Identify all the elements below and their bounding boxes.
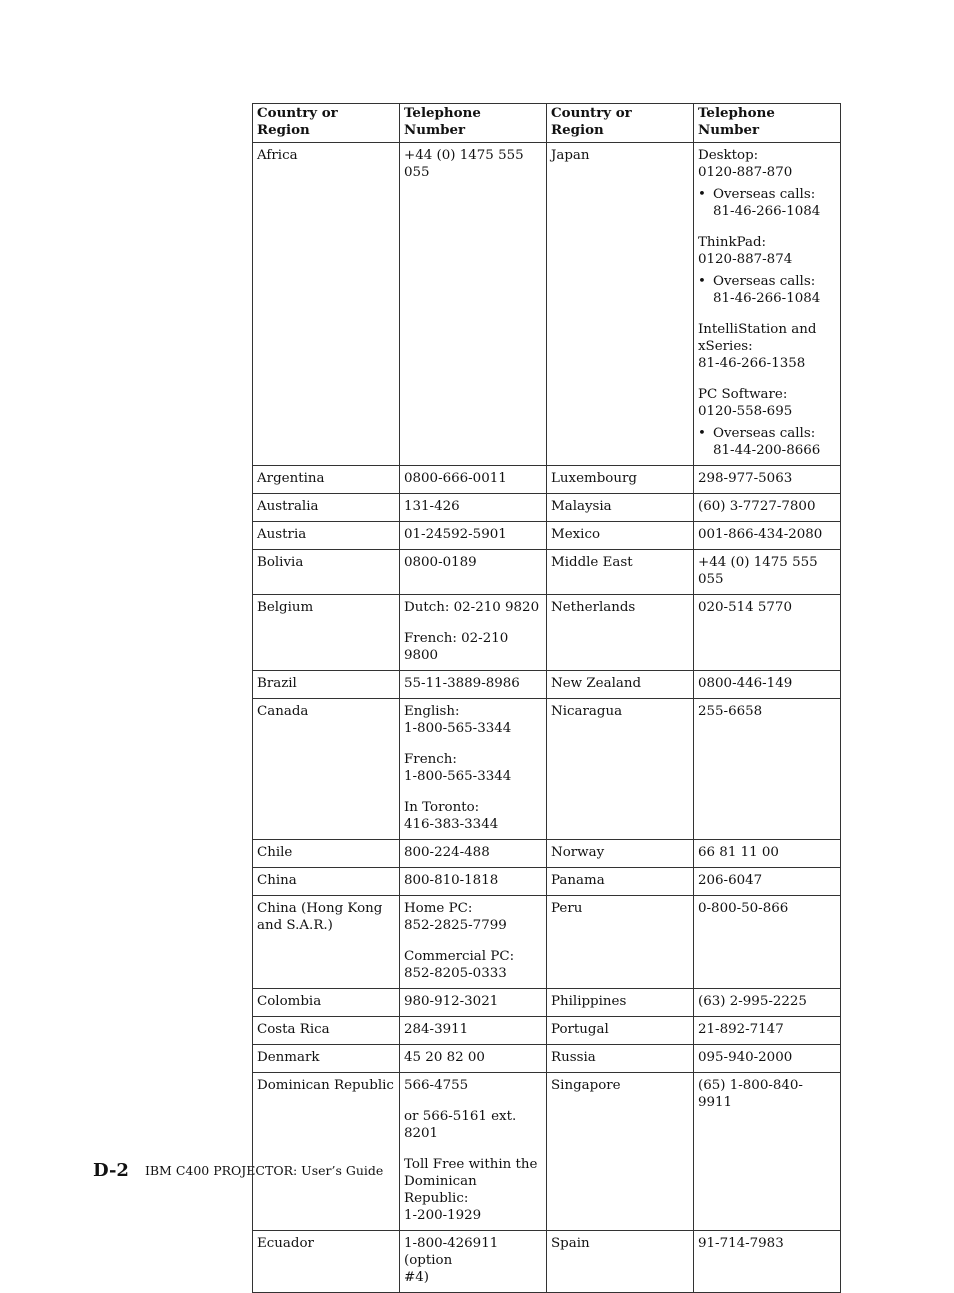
phone-line: IntelliStation and bbox=[698, 322, 817, 337]
phone-entry bbox=[404, 900, 542, 934]
country-cell: Netherlands bbox=[547, 595, 694, 671]
phone-line: +44 (0) 1475 555 055 bbox=[404, 148, 524, 180]
bullet-line: • Overseas calls: bbox=[713, 187, 816, 202]
country-cell: Singapore bbox=[547, 1073, 694, 1231]
table-row bbox=[253, 989, 841, 1017]
phone-line: Toll Free within the bbox=[404, 1157, 538, 1172]
table-row bbox=[253, 1073, 841, 1231]
phone-cell bbox=[400, 989, 547, 1017]
country-cell: Panama bbox=[547, 868, 694, 896]
phone-line: (65) 1-800-840-9911 bbox=[698, 1078, 803, 1110]
phone-entry bbox=[404, 799, 542, 833]
phone-entry bbox=[698, 1077, 836, 1111]
phone-line: 0800-666-0011 bbox=[404, 471, 507, 486]
country-cell: Colombia bbox=[253, 989, 400, 1017]
phone-cell bbox=[694, 840, 841, 868]
phone-line: 980-912-3021 bbox=[404, 994, 499, 1009]
phone-cell bbox=[400, 868, 547, 896]
country-cell: Costa Rica bbox=[253, 1017, 400, 1045]
phone-entry bbox=[404, 703, 542, 737]
phone-cell bbox=[694, 522, 841, 550]
phone-cell bbox=[400, 1073, 547, 1231]
phone-entry bbox=[404, 554, 542, 571]
phone-line: 852-8205-0333 bbox=[404, 966, 507, 981]
phone-line: 1-800-426911 (option bbox=[404, 1236, 499, 1268]
phone-entry bbox=[404, 675, 542, 692]
country-cell: China (Hong Kong and S.A.R.) bbox=[253, 896, 400, 989]
phone-line: 1-800-565-3344 bbox=[404, 769, 512, 784]
header-country-2: Country or Region bbox=[547, 104, 694, 143]
overseas-bullet bbox=[698, 425, 836, 459]
phone-entry bbox=[404, 526, 542, 543]
bullet-line: • Overseas calls: bbox=[713, 274, 816, 289]
country-cell: Denmark bbox=[253, 1045, 400, 1073]
country-cell: Nicaragua bbox=[547, 699, 694, 840]
phone-line: 81-46-266-1358 bbox=[698, 356, 806, 371]
phone-cell bbox=[694, 550, 841, 595]
phone-cell bbox=[694, 699, 841, 840]
phone-line: 255-6658 bbox=[698, 704, 763, 719]
country-cell: Norway bbox=[547, 840, 694, 868]
phone-line: 020-514 5770 bbox=[698, 600, 792, 615]
phone-line: 0120-558-695 bbox=[698, 404, 793, 419]
bullet-line: 81-46-266-1084 bbox=[713, 204, 821, 219]
country-cell: Belgium bbox=[253, 595, 400, 671]
phone-entry bbox=[698, 675, 836, 692]
phone-line: (60) 3-7727-7800 bbox=[698, 499, 816, 514]
phone-line: or 566-5161 ext. 8201 bbox=[404, 1109, 517, 1141]
phone-cell bbox=[694, 466, 841, 494]
phone-entry bbox=[404, 844, 542, 861]
phone-line: 0800-446-149 bbox=[698, 676, 793, 691]
phone-line: 284-3911 bbox=[404, 1022, 469, 1037]
phone-cell bbox=[694, 1045, 841, 1073]
table-row bbox=[253, 143, 841, 466]
phone-entry bbox=[698, 993, 836, 1010]
phone-cell bbox=[400, 840, 547, 868]
country-cell: Africa bbox=[253, 143, 400, 466]
phone-line: +44 (0) 1475 555 055 bbox=[698, 555, 818, 587]
overseas-bullet bbox=[698, 186, 836, 220]
phone-entry bbox=[404, 1077, 542, 1094]
table-row bbox=[253, 840, 841, 868]
phone-cell bbox=[694, 143, 841, 466]
country-cell: Russia bbox=[547, 1045, 694, 1073]
bullet-line: 81-44-200-8666 bbox=[713, 443, 821, 458]
page-footer bbox=[93, 1160, 383, 1181]
bullet-line: 81-46-266-1084 bbox=[713, 291, 821, 306]
phone-line: ThinkPad: bbox=[698, 235, 767, 250]
country-cell: Peru bbox=[547, 896, 694, 989]
header-phone-2: Telephone Number bbox=[694, 104, 841, 143]
phone-entry bbox=[404, 1156, 542, 1224]
phone-line: 416-383-3344 bbox=[404, 817, 499, 832]
phone-cell bbox=[400, 896, 547, 989]
phone-cell bbox=[400, 595, 547, 671]
phone-entry bbox=[404, 1021, 542, 1038]
country-cell: Chile bbox=[253, 840, 400, 868]
country-cell: Bolivia bbox=[253, 550, 400, 595]
phone-entry bbox=[404, 470, 542, 487]
phone-line: #4) bbox=[404, 1270, 429, 1285]
phone-cell bbox=[400, 1045, 547, 1073]
country-cell: Japan bbox=[547, 143, 694, 466]
phone-entry bbox=[698, 321, 836, 372]
phone-cell bbox=[400, 143, 547, 466]
phone-cell bbox=[400, 1231, 547, 1293]
table-row bbox=[253, 522, 841, 550]
phone-entry bbox=[698, 526, 836, 543]
table-row bbox=[253, 671, 841, 699]
phone-line: Dominican Republic: bbox=[404, 1174, 477, 1206]
table-row bbox=[253, 699, 841, 840]
table-row bbox=[253, 1045, 841, 1073]
phone-entry bbox=[404, 1049, 542, 1066]
table-row bbox=[253, 1017, 841, 1045]
country-cell: Middle East bbox=[547, 550, 694, 595]
phone-line: 0800-0189 bbox=[404, 555, 477, 570]
phone-line: 095-940-2000 bbox=[698, 1050, 793, 1065]
phone-line: 800-810-1818 bbox=[404, 873, 499, 888]
phone-cell bbox=[694, 868, 841, 896]
phone-line: 1-200-1929 bbox=[404, 1208, 482, 1223]
phone-line: 206-6047 bbox=[698, 873, 763, 888]
phone-entry bbox=[404, 751, 542, 785]
phone-line: 21-892-7147 bbox=[698, 1022, 784, 1037]
phone-line: xSeries: bbox=[698, 339, 753, 354]
phone-cell bbox=[400, 550, 547, 595]
table-row bbox=[253, 595, 841, 671]
country-cell: Spain bbox=[547, 1231, 694, 1293]
phone-entry bbox=[698, 599, 836, 616]
phone-cell bbox=[400, 522, 547, 550]
phone-cell bbox=[694, 1231, 841, 1293]
phone-cell bbox=[400, 671, 547, 699]
table-row bbox=[253, 868, 841, 896]
country-cell: Brazil bbox=[253, 671, 400, 699]
phone-line: French: 02-210 9800 bbox=[404, 631, 509, 663]
phone-line: 0120-887-870 bbox=[698, 165, 793, 180]
phone-entry bbox=[404, 948, 542, 982]
phone-entry bbox=[404, 993, 542, 1010]
phone-entry bbox=[698, 554, 836, 588]
phone-line: Dutch: 02-210 9820 bbox=[404, 600, 540, 615]
table-row bbox=[253, 550, 841, 595]
country-cell: China bbox=[253, 868, 400, 896]
phone-line: 566-4755 bbox=[404, 1078, 469, 1093]
phone-line: PC Software: bbox=[698, 387, 788, 402]
country-cell: Ecuador bbox=[253, 1231, 400, 1293]
phone-line: French: bbox=[404, 752, 457, 767]
table-row bbox=[253, 1231, 841, 1293]
phone-line: 852-2825-7799 bbox=[404, 918, 507, 933]
country-cell: Philippines bbox=[547, 989, 694, 1017]
country-cell: Luxembourg bbox=[547, 466, 694, 494]
header-country-1: Country or Region bbox=[253, 104, 400, 143]
phone-entry bbox=[698, 147, 836, 220]
phone-line: In Toronto: bbox=[404, 800, 480, 815]
phone-cell bbox=[694, 595, 841, 671]
country-cell: Malaysia bbox=[547, 494, 694, 522]
phone-entry bbox=[698, 900, 836, 917]
phone-line: 001-866-434-2080 bbox=[698, 527, 823, 542]
phone-cell bbox=[694, 989, 841, 1017]
phone-entry bbox=[404, 498, 542, 515]
country-cell: Canada bbox=[253, 699, 400, 840]
phone-entry bbox=[698, 1235, 836, 1252]
page-number: D-2 bbox=[93, 1160, 129, 1181]
phone-entry bbox=[404, 872, 542, 889]
phone-cell bbox=[694, 494, 841, 522]
phone-line: English: bbox=[404, 704, 460, 719]
phone-line: 298-977-5063 bbox=[698, 471, 793, 486]
phone-cell bbox=[694, 896, 841, 989]
table-row bbox=[253, 466, 841, 494]
phone-cell bbox=[400, 466, 547, 494]
phone-line: (63) 2-995-2225 bbox=[698, 994, 807, 1009]
phone-line: 1-800-565-3344 bbox=[404, 721, 512, 736]
phone-entry bbox=[698, 1021, 836, 1038]
phone-entry bbox=[698, 1049, 836, 1066]
country-cell: Australia bbox=[253, 494, 400, 522]
country-cell: Dominican Republic bbox=[253, 1073, 400, 1231]
phone-entry bbox=[404, 1235, 542, 1286]
phone-line: 0-800-50-866 bbox=[698, 901, 789, 916]
phone-entry bbox=[404, 599, 542, 616]
document-title: IBM C400 PROJECTOR: User’s Guide bbox=[144, 1163, 384, 1178]
phone-entry bbox=[698, 234, 836, 307]
phone-entry bbox=[698, 872, 836, 889]
phone-line: Commercial PC: bbox=[404, 949, 515, 964]
phone-entry bbox=[698, 470, 836, 487]
table-header-row bbox=[253, 104, 841, 143]
country-cell: Mexico bbox=[547, 522, 694, 550]
phone-line: 91-714-7983 bbox=[698, 1236, 784, 1251]
phone-line: 0120-887-874 bbox=[698, 252, 793, 267]
phone-line: 131-426 bbox=[404, 499, 460, 514]
phone-directory-table bbox=[252, 103, 841, 1293]
country-cell: Portugal bbox=[547, 1017, 694, 1045]
phone-entry bbox=[698, 703, 836, 720]
phone-line: 01-24592-5901 bbox=[404, 527, 507, 542]
phone-cell bbox=[400, 494, 547, 522]
table-row bbox=[253, 494, 841, 522]
phone-entry bbox=[404, 147, 542, 181]
phone-line: Desktop: bbox=[698, 148, 759, 163]
country-cell: New Zealand bbox=[547, 671, 694, 699]
phone-line: Home PC: bbox=[404, 901, 473, 916]
phone-entry bbox=[698, 386, 836, 459]
phone-line: 800-224-488 bbox=[404, 845, 490, 860]
phone-line: 45 20 82 00 bbox=[404, 1050, 485, 1065]
phone-cell bbox=[694, 671, 841, 699]
phone-entry bbox=[698, 844, 836, 861]
table-row bbox=[253, 896, 841, 989]
phone-entry bbox=[698, 498, 836, 515]
phone-cell bbox=[694, 1073, 841, 1231]
country-cell: Austria bbox=[253, 522, 400, 550]
phone-line: 55-11-3889-8986 bbox=[404, 676, 520, 691]
phone-cell bbox=[694, 1017, 841, 1045]
phone-cell bbox=[400, 1017, 547, 1045]
bullet-line: • Overseas calls: bbox=[713, 426, 816, 441]
phone-line: 66 81 11 00 bbox=[698, 845, 779, 860]
phone-entry bbox=[404, 1108, 542, 1142]
overseas-bullet bbox=[698, 273, 836, 307]
header-phone-1: Telephone Number bbox=[400, 104, 547, 143]
country-cell: Argentina bbox=[253, 466, 400, 494]
phone-cell bbox=[400, 699, 547, 840]
phone-entry bbox=[404, 630, 542, 664]
